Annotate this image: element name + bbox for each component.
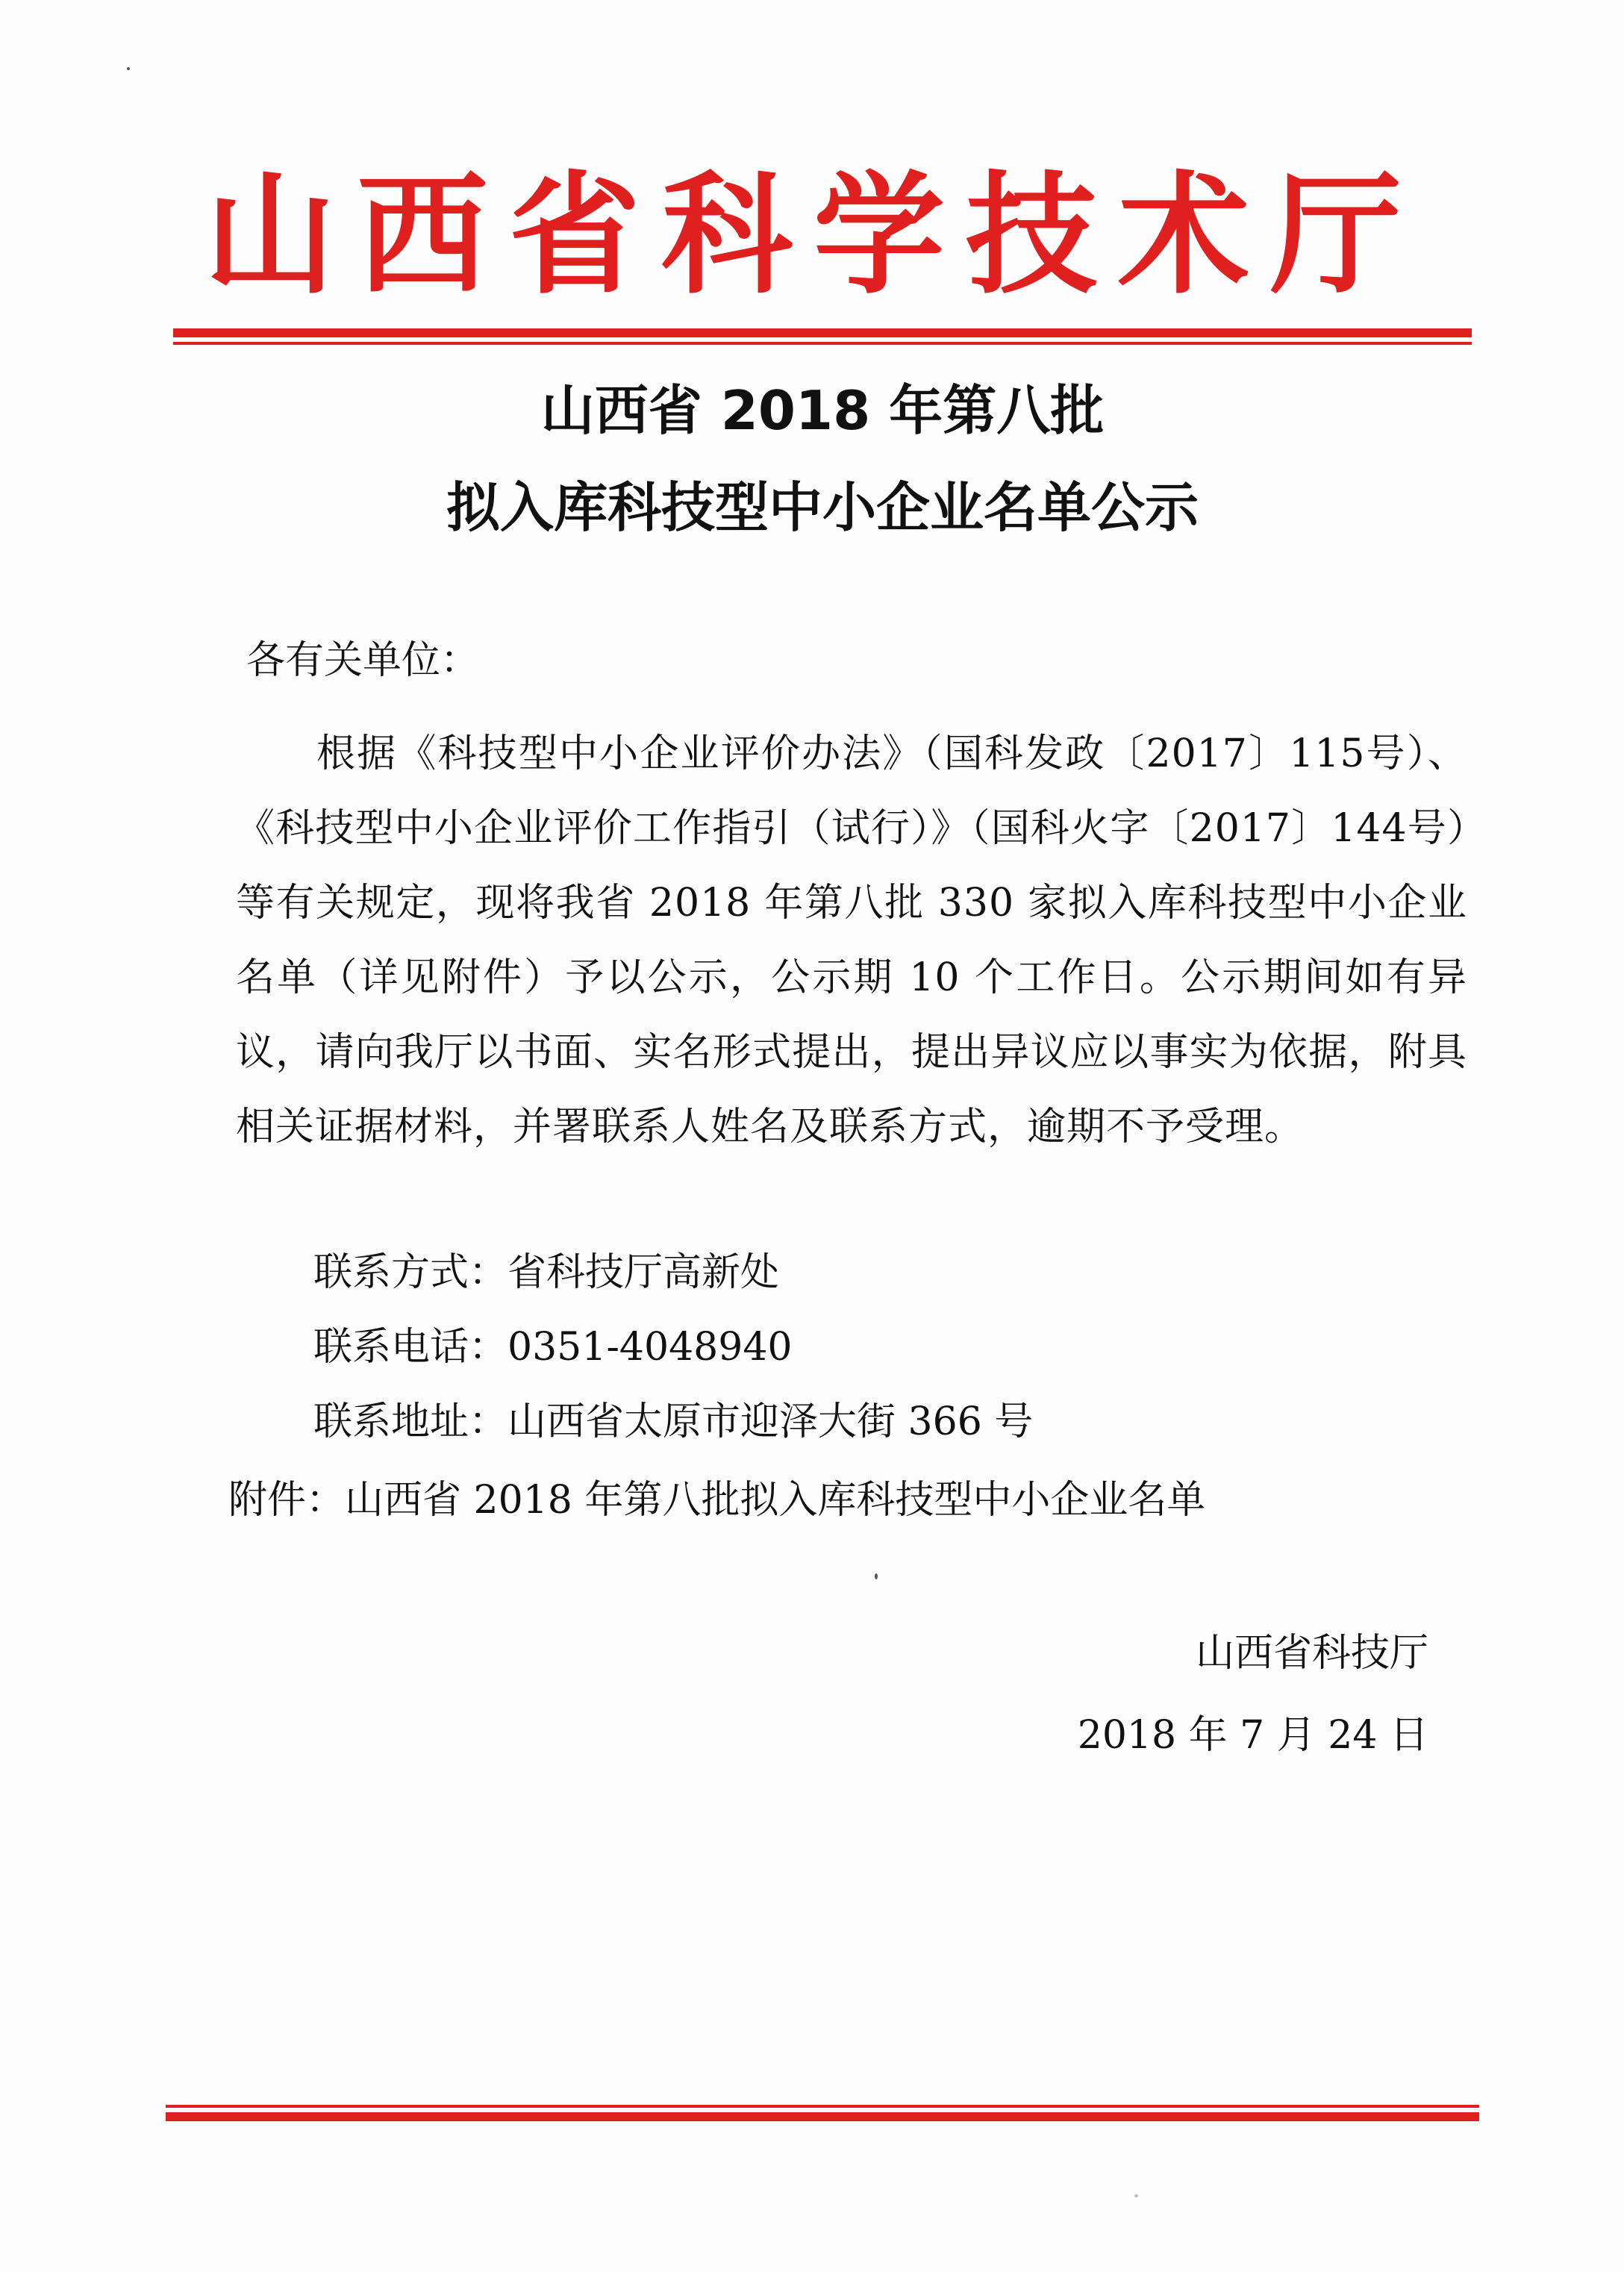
signature-date: 2018 年 7 月 24 日 — [1077, 1713, 1428, 1758]
scan-speck — [1134, 2194, 1138, 2197]
contact-phone: 联系电话：0351-4048940 — [313, 1325, 793, 1370]
document-title-line1: 山西省 2018 年第八批 — [540, 379, 1105, 442]
salutation: 各有关单位： — [246, 638, 480, 683]
scan-speck — [127, 67, 130, 70]
signature-organization: 山西省科技厅 — [1195, 1631, 1428, 1676]
contact-address: 联系地址：山西省太原市迎泽大街 366 号 — [313, 1399, 1034, 1444]
body-paragraph: 根据《科技型中小企业评价办法》（国科发政〔2017〕115号）、《科技型中小企业评价工作指引（试行）》（国科火字〔2017〕144号）等有关规定，现将我省 2018 年第八批 330 家拟入库科技型中小企业名单（详见附件）予以公示，公示期 10 个工作日。公示期间如有异议，请向我厅以书面、实名形式提出，提出异议应以事实为依据，附具相关证据材料，并署联系人姓名及联系方式，逾期不予受理。 — [236, 731, 1467, 1149]
footer-rule-thin — [166, 2105, 1479, 2108]
document-title-line2: 拟入库科技型中小企业名单公示 — [446, 476, 1199, 539]
header-rule-thin — [173, 342, 1472, 345]
attachment-note: 附件：山西省 2018 年第八批拟入库科技型中小企业名单 — [228, 1478, 1206, 1523]
contact-method: 联系方式：省科技厅高新处 — [313, 1250, 780, 1295]
header-rule-thick — [173, 328, 1472, 337]
scan-speck — [875, 1573, 878, 1579]
agency-masthead: 山西省科学技术厅 — [204, 157, 1422, 312]
footer-rule-thick — [166, 2112, 1479, 2121]
